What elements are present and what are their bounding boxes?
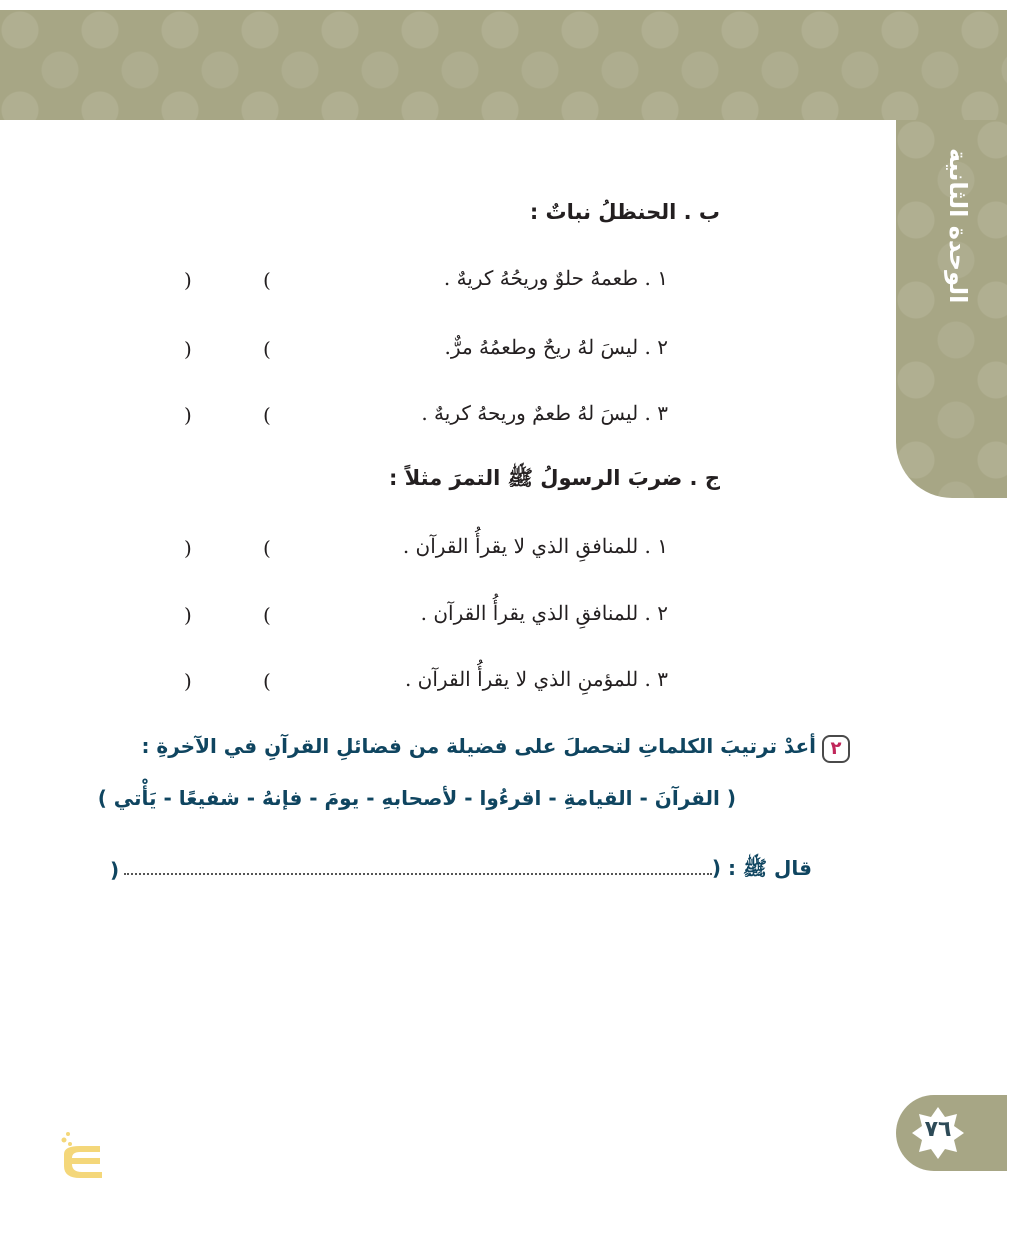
publisher-logo-icon xyxy=(58,1128,108,1186)
answer-paren-close: ) xyxy=(184,403,192,427)
question-number-badge: ٢ xyxy=(822,735,850,763)
unit-title: الوحدة الثانية xyxy=(944,148,972,304)
section-b-item-1: ١ . طعمهُ حلوٌ وريحُهُ كريهٌ . xyxy=(443,266,668,290)
answer-paren-close: ) xyxy=(184,669,192,693)
answer-paren-open: ( xyxy=(263,536,271,560)
answer-paren-close: ) xyxy=(184,603,192,627)
section-c-item-3: ٣ . للمؤمنِ الذي لا يقرأُ القرآن . xyxy=(404,667,668,691)
question-2-word-bank: ( القرآنَ - القيامةِ - اقرءُوا - لأصحابهِ - يومَ - فإنهُ - شفيعًا - يَأْتي ) xyxy=(97,786,736,810)
answer-paren-close: ) xyxy=(184,268,192,292)
question-2-text: أعدْ ترتيبَ الكلماتِ لتحصلَ على فضيلة من فضائلِ القرآنِ في الآخرةِ : xyxy=(141,734,816,758)
section-c-heading: ج . ضربَ الرسولُ ﷺ التمرَ مثلاً : xyxy=(388,466,720,490)
section-b-heading: ب . الحنظلُ نباتٌ : xyxy=(529,200,720,224)
answer-paren-open: ( xyxy=(263,337,271,361)
answer-paren-close: ) xyxy=(184,337,192,361)
answer-blank-line[interactable] xyxy=(124,873,712,875)
answer-paren-open: ( xyxy=(263,603,271,627)
answer-paren-open: ( xyxy=(263,669,271,693)
answer-paren-open: ( xyxy=(263,268,271,292)
answer-paren-close: ) xyxy=(184,536,192,560)
answer-paren-open: ( xyxy=(263,403,271,427)
section-c-item-2: ٢ . للمنافقِ الذي يقرأُ القرآن . xyxy=(420,601,668,625)
section-b-item-3: ٣ . ليسَ لهُ طعمٌ وريحهُ كريهٌ . xyxy=(421,401,668,425)
answer-label: قال ﷺ : ( xyxy=(711,856,812,880)
section-b-item-2: ٢ . ليسَ لهُ ريحٌ وطعمُهُ مرٌّ. xyxy=(444,335,668,359)
page-number: ٧٦ xyxy=(924,1117,952,1142)
answer-close-paren: ) xyxy=(110,858,120,882)
section-c-item-1: ١ . للمنافقِ الذي لا يقرأُ القرآن . xyxy=(402,534,668,558)
top-decorative-band xyxy=(0,10,1007,120)
